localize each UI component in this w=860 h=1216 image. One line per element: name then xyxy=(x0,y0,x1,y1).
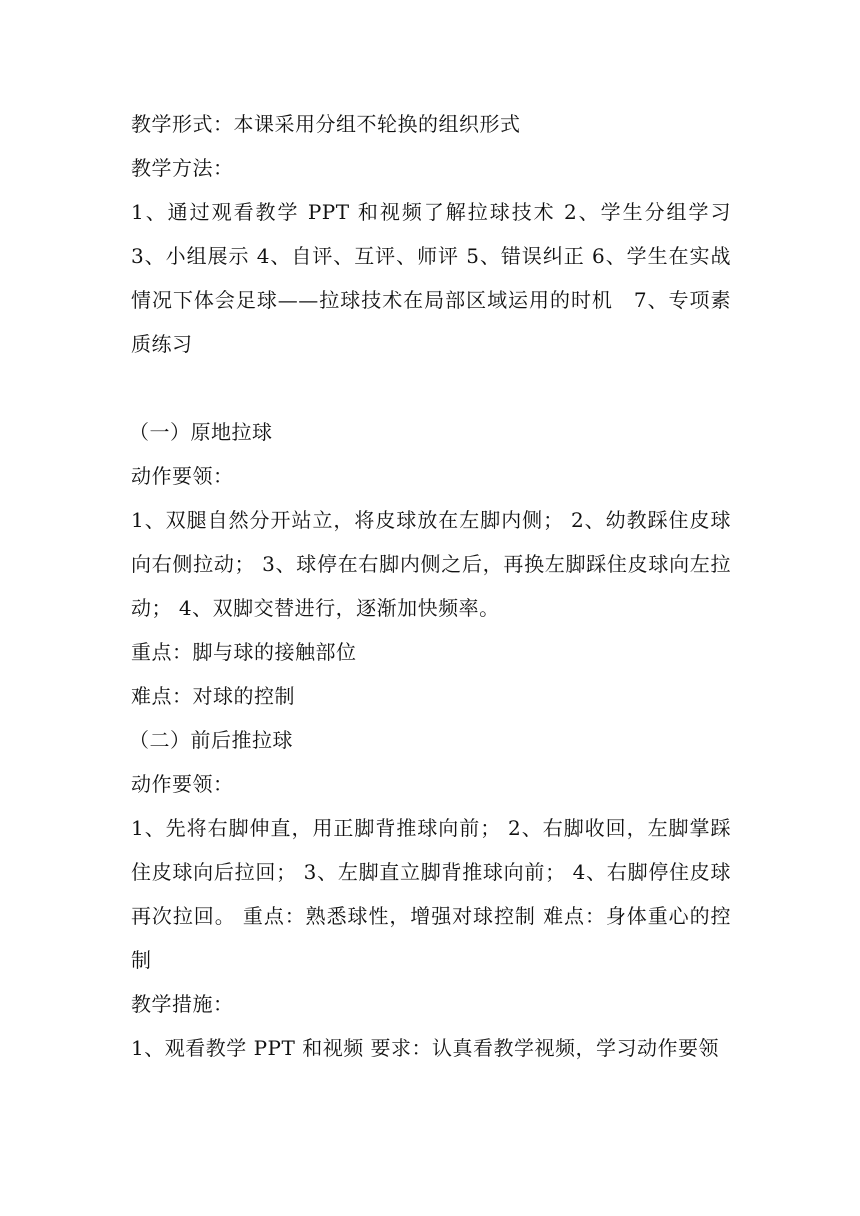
section-1-key-point: 重点：脚与球的接触部位 xyxy=(131,640,357,664)
section-2-essentials-body: 1、先将右脚伸直，用正脚背推球向前； 2、右脚收回，左脚掌踩住皮球向后拉回； 3、左脚直立脚背推球向前； 4、右脚停住皮球再次拉回。 重点：熟悉球性，增强对球控制 难点：身体重心的控制 xyxy=(131,816,731,972)
teaching-method-label: 教学方法： xyxy=(131,156,234,180)
teaching-measures-label: 教学措施： xyxy=(131,992,234,1016)
section-1-essentials-label: 动作要领： xyxy=(131,464,234,488)
section-1-essentials-body: 1、双腿自然分开站立，将皮球放在左脚内侧； 2、幼教踩住皮球向右侧拉动； 3、球停在右脚内侧之后，再换左脚踩住皮球向左拉动； 4、双脚交替进行，逐渐加快频率。 xyxy=(131,508,731,620)
teaching-method-body: 1、通过观看教学 PPT 和视频了解拉球技术 2、学生分组学习 3、小组展示 4、自评、互评、师评 5、错误纠正 6、学生在实战情况下体会足球——拉球技术在局部区域运用的时机 7、专项素质练习 xyxy=(131,200,731,356)
teaching-form-line: 教学形式：本课采用分组不轮换的组织形式 xyxy=(131,112,521,136)
document-body xyxy=(131,102,731,1070)
section-2-essentials-label: 动作要领： xyxy=(131,772,234,796)
section-1-difficulty: 难点：对球的控制 xyxy=(131,684,295,708)
section-2-title: （二）前后推拉球 xyxy=(129,728,293,752)
section-1-title: （一）原地拉球 xyxy=(129,420,273,444)
blank-line xyxy=(131,366,731,410)
teaching-measures-body: 1、观看教学 PPT 和视频 要求：认真看教学视频，学习动作要领 xyxy=(131,1036,720,1060)
